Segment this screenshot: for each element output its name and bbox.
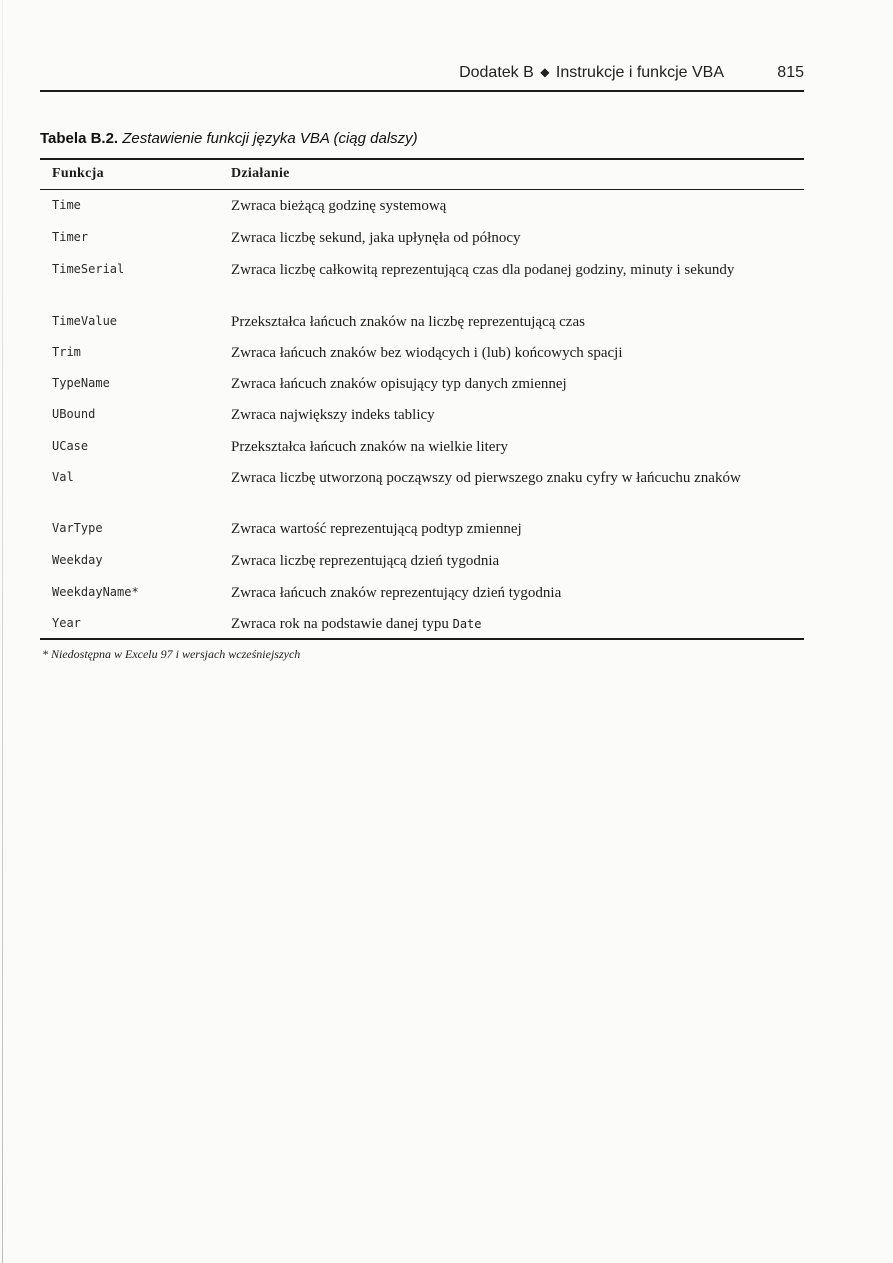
function-name: Timer <box>52 230 89 244</box>
function-name: WeekdayName* <box>52 585 139 599</box>
function-name: Trim <box>52 345 81 359</box>
header-rule <box>40 90 804 92</box>
diamond-icon: ◆ <box>540 65 550 79</box>
table-row <box>40 437 804 468</box>
function-description: Zwraca łańcuch znaków opisujący typ danych zmiennej <box>231 376 567 392</box>
running-header <box>40 62 804 86</box>
header-chapter: Dodatek B <box>459 64 534 81</box>
table-bottom-rule <box>40 638 804 640</box>
table-body <box>40 196 804 645</box>
function-name: VarType <box>52 521 103 535</box>
page-scan-edge <box>2 0 3 1263</box>
table-row <box>40 405 804 437</box>
table-row <box>40 374 804 405</box>
table-row <box>40 312 804 343</box>
footnote: * Niedostępna w Excelu 97 i wersjach wcześniejszych <box>42 647 301 661</box>
function-description <box>231 614 761 645</box>
table-row <box>40 614 804 645</box>
column-header-function: Funkcja <box>52 166 104 181</box>
function-description: Zwraca największy indeks tablicy <box>231 407 435 423</box>
table-caption-text: Zestawienie funkcji języka VBA (ciąg dalszy) <box>122 130 418 147</box>
table-row <box>40 468 804 519</box>
table-header-rule <box>40 189 804 190</box>
table-row <box>40 551 804 583</box>
function-description: Zwraca liczbę utworzoną począwszy od pierwszego znaku cyfry w łańcuchu znaków <box>231 470 741 486</box>
table-row <box>40 196 804 228</box>
table-row <box>40 228 804 260</box>
table-row <box>40 343 804 374</box>
function-name: Year <box>52 616 81 630</box>
function-name: TimeSerial <box>52 262 125 276</box>
function-description: Zwraca łańcuch znaków bez wiodących i (lub) końcowych spacji <box>231 345 623 361</box>
function-description: Zwraca liczbę reprezentującą dzień tygodnia <box>231 553 500 569</box>
function-name: UBound <box>52 407 96 421</box>
table-caption <box>40 130 418 147</box>
column-header-action: Działanie <box>231 166 290 181</box>
function-description-code: Date <box>452 617 482 631</box>
header-section: Instrukcje i funkcje VBA <box>555 64 724 81</box>
function-description: Zwraca liczbę sekund, jaka upłynęła od północy <box>231 230 521 246</box>
header-title <box>459 64 724 82</box>
function-description: Zwraca bieżącą godzinę systemową <box>231 198 447 214</box>
function-name: TypeName <box>52 376 110 390</box>
table-top-rule <box>40 158 804 160</box>
function-description-text: Zwraca rok na podstawie danej typu <box>231 616 453 632</box>
function-name: Val <box>52 470 74 484</box>
function-description: Przekształca łańcuch znaków na liczbę reprezentującą czas <box>231 314 585 330</box>
function-name: Weekday <box>52 553 103 567</box>
table-caption-label: Tabela B.2. <box>40 130 119 147</box>
function-description: Zwraca liczbę całkowitą reprezentującą czas dla podanej godziny, minuty i sekundy <box>231 262 735 278</box>
function-description: Zwraca wartość reprezentującą podtyp zmiennej <box>231 521 522 537</box>
function-name: TimeValue <box>52 314 118 328</box>
table-row <box>40 583 804 614</box>
function-description: Przekształca łańcuch znaków na wielkie litery <box>231 439 508 455</box>
table-row <box>40 519 804 551</box>
page-number: 815 <box>777 64 804 81</box>
function-description: Zwraca łańcuch znaków reprezentujący dzień tygodnia <box>231 585 562 601</box>
function-name: Time <box>52 198 81 212</box>
function-name: UCase <box>52 439 89 453</box>
table-row <box>40 260 804 312</box>
